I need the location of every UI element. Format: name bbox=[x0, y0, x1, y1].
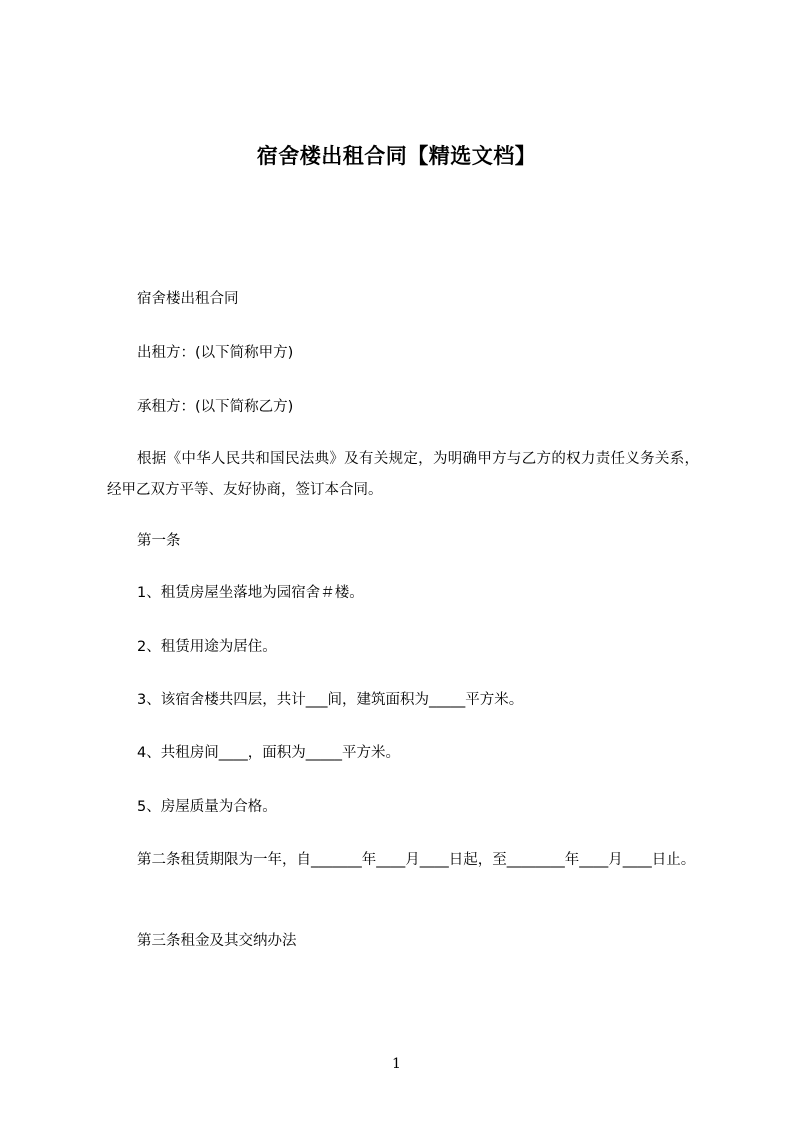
paragraph-text: 宿舍楼出租合同 bbox=[137, 291, 239, 307]
document-title: 宿舍楼出租合同【精选文档】 bbox=[256, 144, 537, 168]
page-number: 1 bbox=[392, 1056, 401, 1072]
paragraph-text: 3、该宿舍楼共四层，共计___间，建筑面积为_____平方米。 bbox=[137, 692, 524, 708]
paragraph-item-3 bbox=[107, 685, 699, 716]
paragraph-article-3 bbox=[107, 926, 699, 957]
paragraph-text: 第三条租金及其交纳办法 bbox=[137, 933, 297, 949]
paragraph-text: 5、房屋质量为合格。 bbox=[137, 799, 277, 815]
paragraph-article-1 bbox=[107, 526, 699, 557]
paragraph-item-1 bbox=[107, 578, 699, 609]
paragraph-text: 出租方：(以下简称甲方) bbox=[137, 345, 294, 361]
paragraph-lessor bbox=[107, 338, 699, 369]
paragraph-item-2 bbox=[107, 632, 699, 663]
paragraph-preamble: 根据《中华人民共和国民法典》及有关规定，为明确甲方与乙方的权力责任义务关系，经甲乙双方平等、友好协商，签订本合同。 bbox=[107, 451, 699, 498]
paragraph-lessee bbox=[107, 392, 699, 423]
paragraph-article-2: 第二条租赁期限为一年，自_______年____月____日起，至________年____月____日止。 bbox=[137, 852, 696, 868]
paragraph-item-5 bbox=[107, 792, 699, 823]
paragraph-text: 1、租赁房屋坐落地为园宿舍＃楼。 bbox=[137, 585, 364, 601]
paragraph-item-4 bbox=[107, 738, 699, 769]
paragraph-text: 承租方：(以下简称乙方) bbox=[137, 399, 294, 415]
paragraph-text: 第一条 bbox=[137, 533, 181, 549]
paragraph-contract-heading bbox=[107, 284, 699, 315]
paragraph-text: 2、租赁用途为居住。 bbox=[137, 639, 277, 655]
paragraph-text: 4、共租房间____，面积为_____平方米。 bbox=[137, 745, 400, 761]
